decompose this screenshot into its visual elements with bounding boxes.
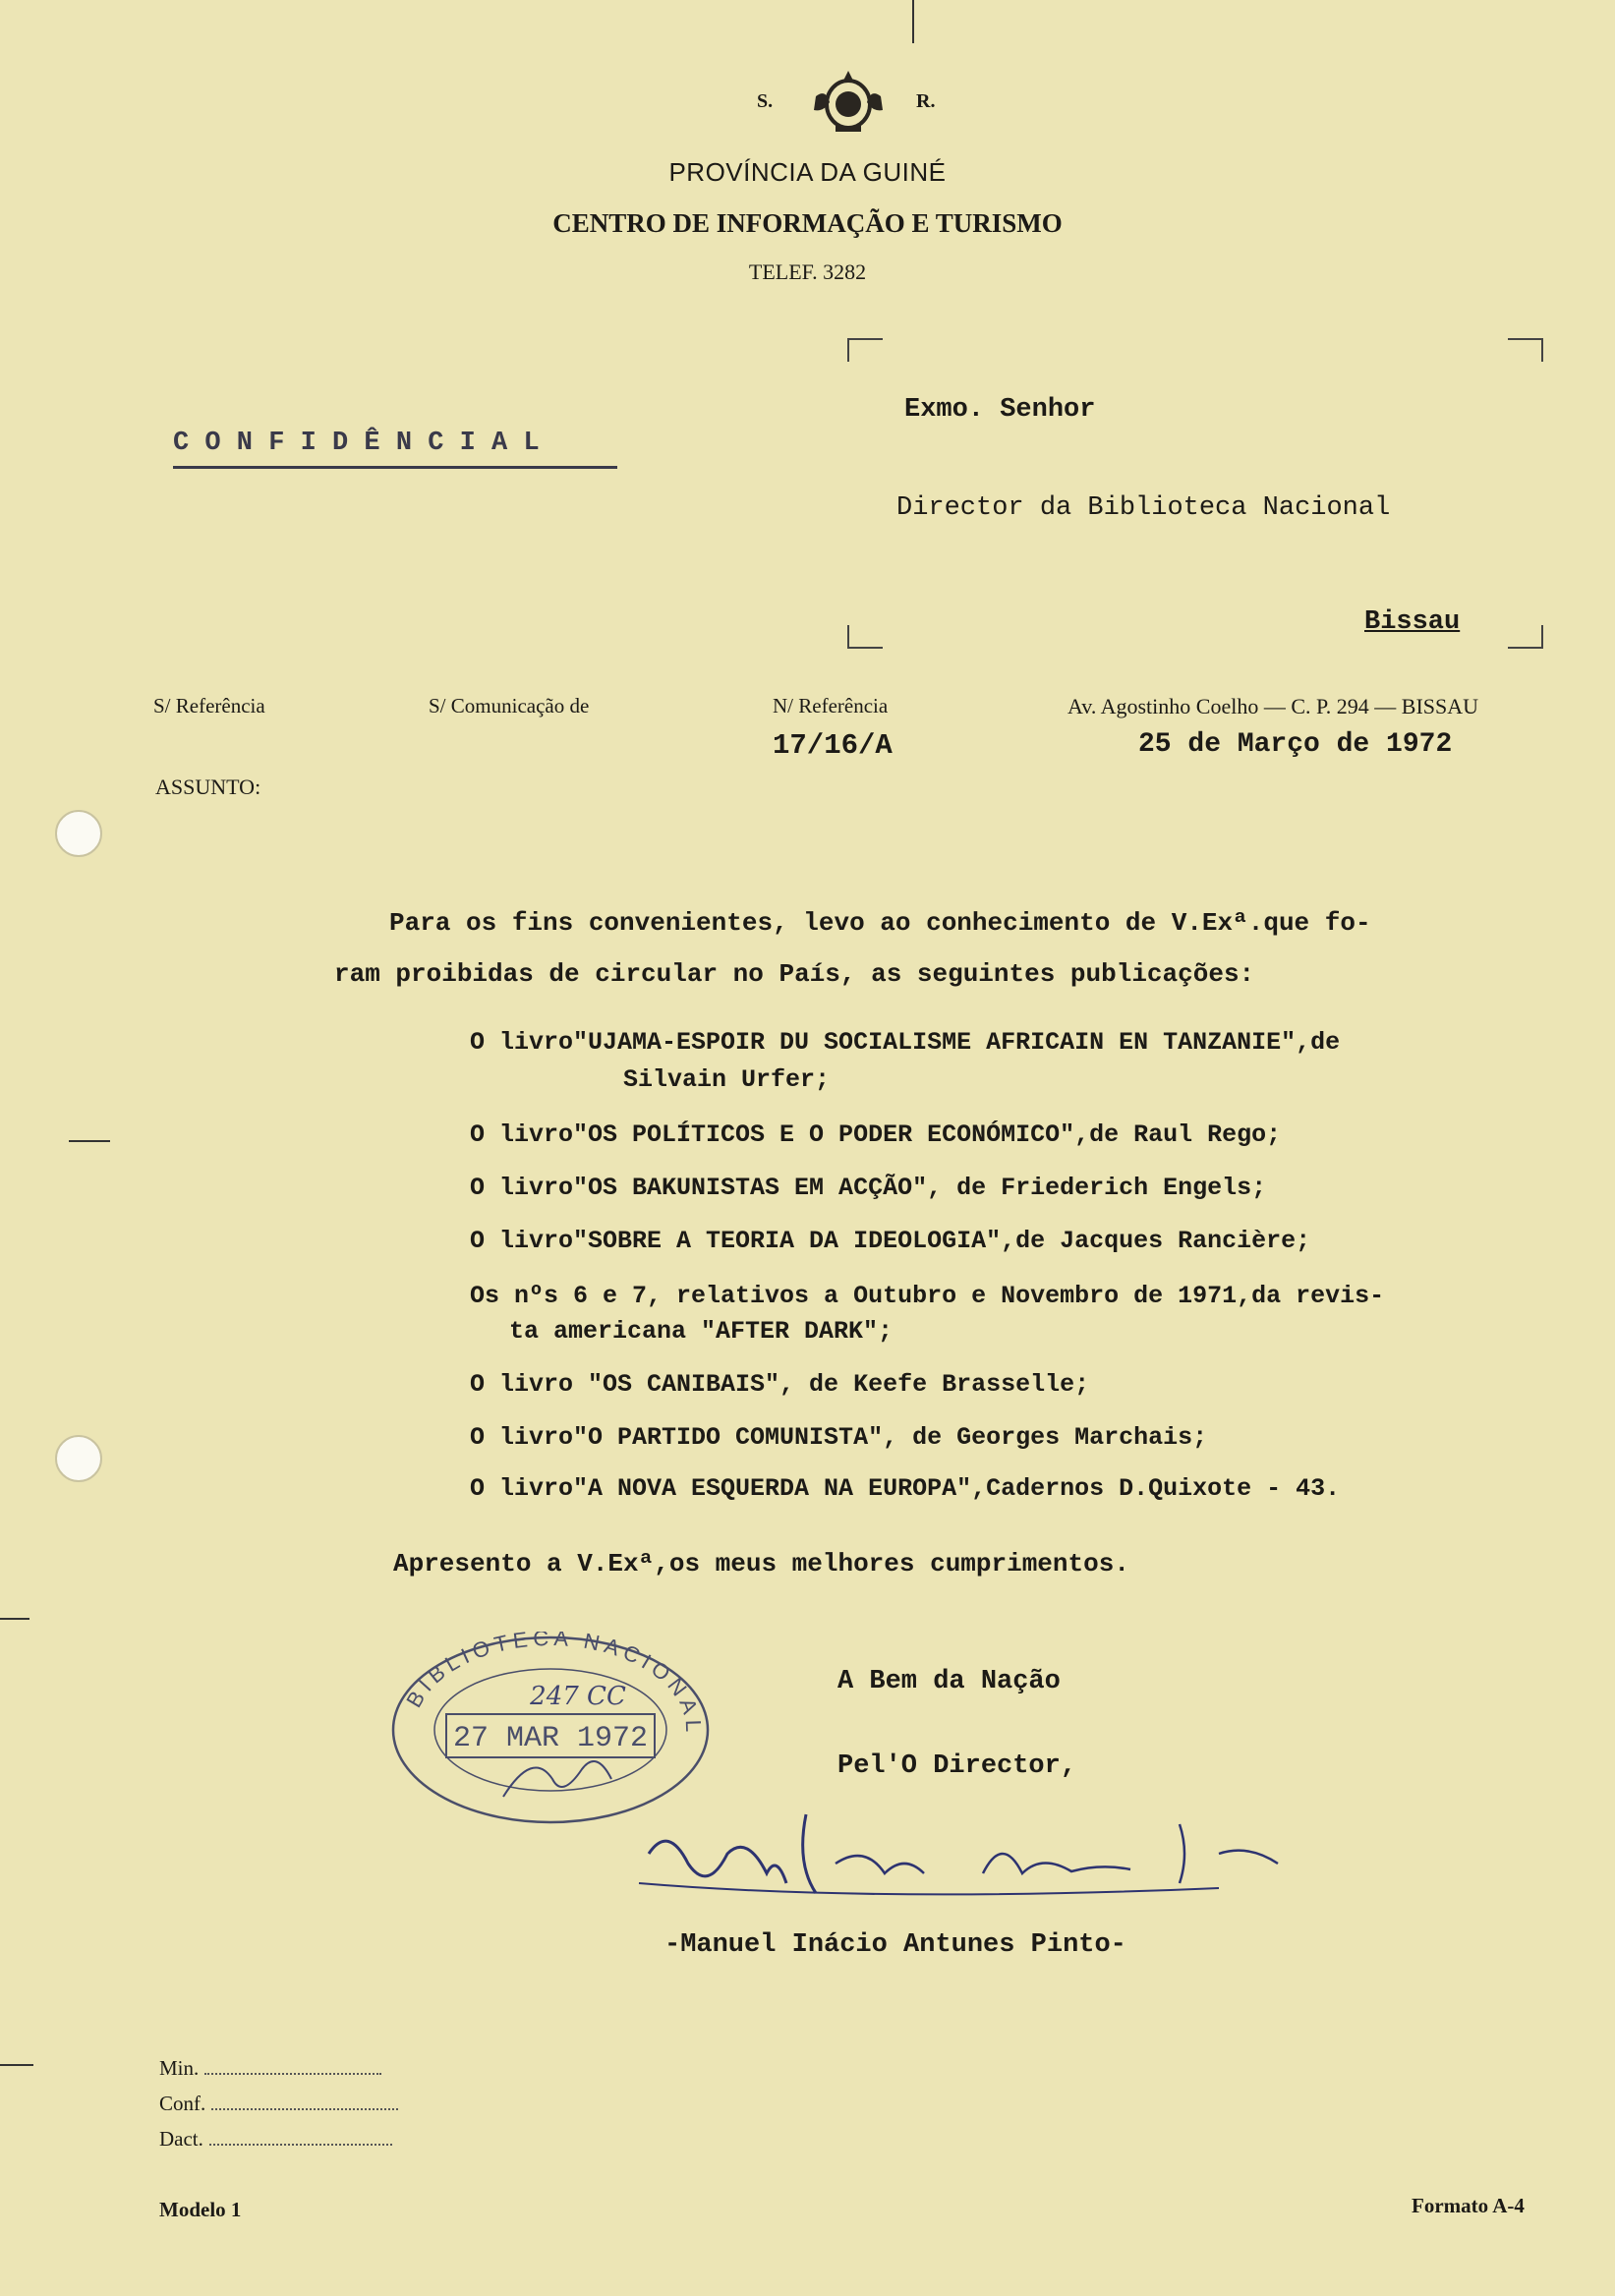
sender-address: Av. Agostinho Coelho — C. P. 294 — BISSAU <box>1067 694 1479 718</box>
footer-modelo: Modelo 1 <box>159 2198 242 2221</box>
nossa-referencia-label: N/ Referência <box>773 694 889 718</box>
punch-hole-top <box>55 810 102 857</box>
top-fold-mark <box>912 0 914 43</box>
stamp-date: 27 MAR 1972 <box>452 1722 649 1755</box>
province-name: PROVÍNCIA DA GUINÉ <box>668 157 947 187</box>
publication-list-item: O livro"UJAMA-ESPOIR DU SOCIALISME AFRICAIN EN TANZANIE",de <box>470 1028 1341 1057</box>
publication-list-item: O livro"O PARTIDO COMUNISTA", de Georges Marchais; <box>470 1423 1208 1452</box>
publication-list-item: O livro"SOBRE A TEORIA DA IDEOLOGIA",de Jacques Rancière; <box>470 1227 1311 1255</box>
footer-min <box>159 2056 381 2081</box>
footer-dact-dots <box>209 2144 392 2146</box>
margin-mark <box>69 1140 110 1142</box>
footer-min-dots <box>204 2073 381 2075</box>
window-bracket-tr <box>1508 338 1543 362</box>
letter-date: 25 de Março de 1972 <box>1138 729 1453 760</box>
handwritten-signature <box>629 1795 1337 1913</box>
publication-list-item: Os nºs 6 e 7, relativos a Outubro e Novembro de 1971,da revis- <box>470 1282 1385 1310</box>
subject-label: ASSUNTO: <box>155 775 261 799</box>
footer-dact <box>159 2127 392 2152</box>
confidential-underline <box>173 466 617 469</box>
publication-list-item-cont: Silvain Urfer; <box>623 1065 831 1094</box>
footer-formato: Formato A-4 <box>1412 2194 1525 2217</box>
footer-conf-dots <box>211 2108 398 2110</box>
sua-comunicacao-label: S/ Comunicação de <box>429 694 590 718</box>
addressee-title: Director da Biblioteca Nacional <box>896 493 1391 523</box>
footer-conf <box>159 2092 398 2116</box>
addressee-salutation: Exmo. Senhor <box>904 395 1096 425</box>
stamp-handwritten-number: 247 CC <box>530 1682 626 1711</box>
coat-of-arms-icon <box>806 67 891 136</box>
letterhead-left-letter: S. <box>757 90 774 112</box>
signoff-line-2: Pel'O Director, <box>837 1751 1077 1781</box>
footer-min-label: Min. <box>159 2056 200 2080</box>
stamp-ring-text: BIBLIOTECA NACIONAL <box>401 1632 707 1737</box>
publication-list-item: O livro "OS CANIBAIS", de Keefe Brasselle; <box>470 1370 1090 1399</box>
footer-conf-label: Conf. <box>159 2092 206 2115</box>
signatory-name: -Manuel Inácio Antunes Pinto- <box>664 1930 1126 1960</box>
body-intro-line-1: Para os fins convenientes, levo ao conhecimento de V.Exª.que fo- <box>389 908 1371 938</box>
margin-mark <box>0 2064 33 2066</box>
confidential-stamp: C O N F I D Ê N C I A L <box>173 429 540 458</box>
margin-mark <box>0 1618 29 1620</box>
punch-hole-bottom <box>55 1435 102 1482</box>
publication-list-item: O livro"A NOVA ESQUERDA NA EUROPA",Cadernos D.Quixote - 43. <box>470 1474 1341 1503</box>
centre-name: CENTRO DE INFORMAÇÃO E TURISMO <box>552 208 1063 238</box>
window-bracket-br <box>1508 625 1543 649</box>
body-intro-line-2: ram proibidas de circular no País, as seguintes publicações: <box>334 959 1255 989</box>
window-bracket-bl <box>847 625 883 649</box>
nossa-referencia-value: 17/16/A <box>773 729 893 762</box>
sua-referencia-label: S/ Referência <box>153 694 265 718</box>
publication-list-item: O livro"OS POLÍTICOS E O PODER ECONÓMICO",de Raul Rego; <box>470 1120 1282 1149</box>
letterhead-right-letter: R. <box>916 90 936 112</box>
body-closing: Apresento a V.Exª,os meus melhores cumprimentos. <box>393 1549 1129 1578</box>
telephone: TELEF. 3282 <box>748 259 867 284</box>
publication-list-item: O livro"OS BAKUNISTAS EM ACÇÃO", de Friederich Engels; <box>470 1174 1267 1202</box>
window-bracket-tl <box>847 338 883 362</box>
publication-list-item-cont: ta americana "AFTER DARK"; <box>509 1317 894 1346</box>
signoff-line-1: A Bem da Nação <box>837 1667 1061 1696</box>
footer-dact-label: Dact. <box>159 2127 203 2151</box>
addressee-city: Bissau <box>1364 607 1461 637</box>
